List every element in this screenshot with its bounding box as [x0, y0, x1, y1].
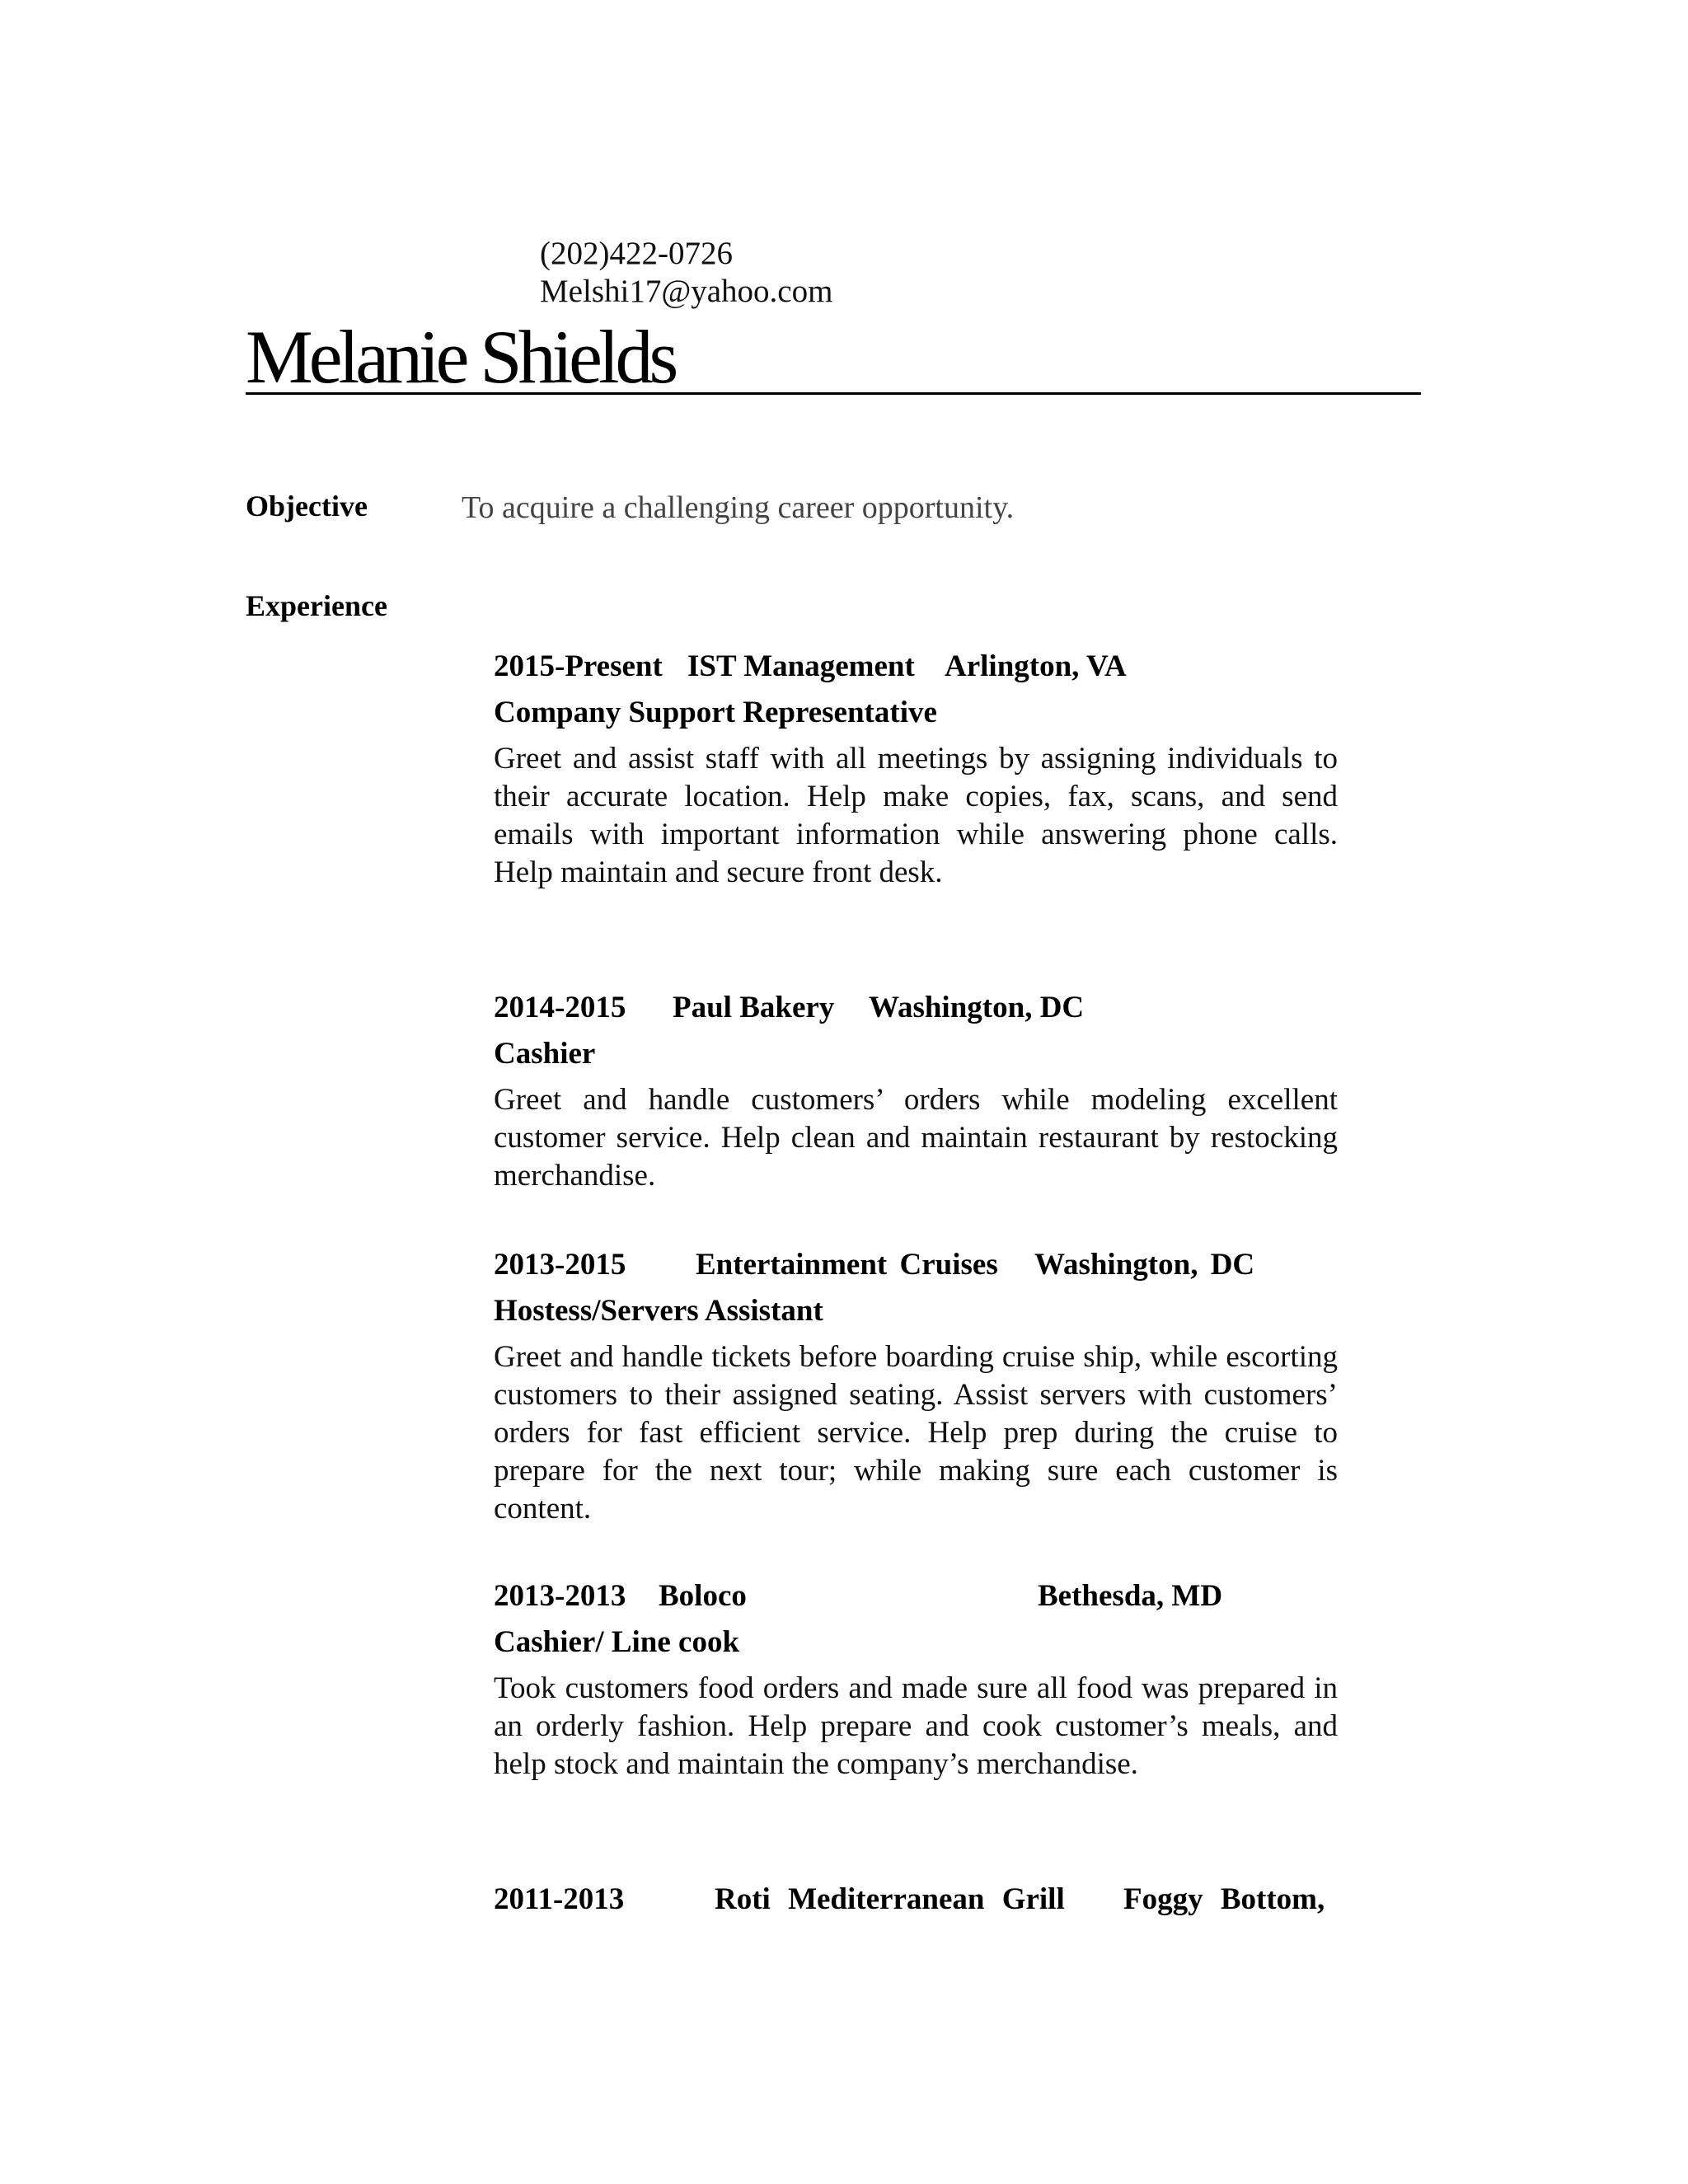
email-address: Melshi17@yahoo.com: [540, 274, 833, 309]
job-entry: [494, 989, 1338, 1195]
candidate-name: Melanie Shields: [246, 315, 675, 399]
job-description: Took customers food orders and made sure all food was prepared in an orderly fashion. Help prepare and cook customer’s meals, and help stock and maintain the company’s merchandise.: [494, 1671, 1338, 1781]
job-description: Greet and handle tickets before boarding cruise ship, while escorting customers to their assigned seating. Assist servers with customers’ orders for fast efficient service. Help prep during the cruise to prepare for the next tour; while making sure each customer is content.: [494, 1340, 1338, 1526]
job-header: [494, 1577, 1338, 1615]
header-divider: [246, 392, 1421, 395]
job-company: Entertainment Cruises: [696, 1248, 998, 1282]
job-title: Company Support Representative: [494, 696, 937, 729]
job-entry: [494, 1577, 1338, 1783]
job-entry: [494, 648, 1338, 892]
job-header: [494, 989, 1338, 1027]
experience-label: Experience: [246, 589, 387, 622]
job-company: Boloco: [659, 1579, 747, 1613]
job-dates: 2013-2015: [494, 1248, 626, 1282]
phone-number: (202)422-0726: [540, 236, 733, 271]
job-location: Bethesda, MD: [1038, 1579, 1223, 1613]
job-header: [494, 1246, 1338, 1284]
job-title: Cashier/ Line cook: [494, 1625, 740, 1659]
job-location: Washington, DC: [869, 991, 1085, 1024]
job-dates: 2015-Present: [494, 649, 663, 683]
job-header: [494, 648, 1338, 686]
objective-label: Objective: [246, 490, 368, 523]
job-entry: [494, 1246, 1338, 1528]
job-company: IST Management: [687, 649, 915, 683]
job-description: Greet and handle customers’ orders while modeling excellent customer service. Help clean and maintain restaurant by restocking merchandise.: [494, 1083, 1338, 1193]
job-dates: 2014-2015: [494, 991, 626, 1024]
job-location: Foggy Bottom,: [1123, 1882, 1325, 1916]
job-entry: [494, 1881, 1338, 1919]
job-location: Arlington, VA: [945, 649, 1127, 683]
job-company: Paul Bakery: [673, 991, 835, 1024]
job-title: Cashier: [494, 1037, 596, 1071]
job-dates: 2013-2013: [494, 1579, 626, 1613]
objective-text: To acquire a challenging career opportunity.: [462, 490, 1015, 525]
job-dates: 2011-2013: [494, 1882, 625, 1916]
job-description: Greet and assist staff with all meetings by assigning individuals to their accurate location. Help make copies, fax, scans, and send emails with important information while answering phone calls. Help maintain and secure front desk.: [494, 742, 1338, 889]
job-header: [494, 1881, 1338, 1919]
job-location: Washington, DC: [1034, 1248, 1255, 1282]
job-title: Hostess/Servers Assistant: [494, 1294, 823, 1328]
job-company: Roti Mediterranean Grill: [715, 1882, 1065, 1916]
